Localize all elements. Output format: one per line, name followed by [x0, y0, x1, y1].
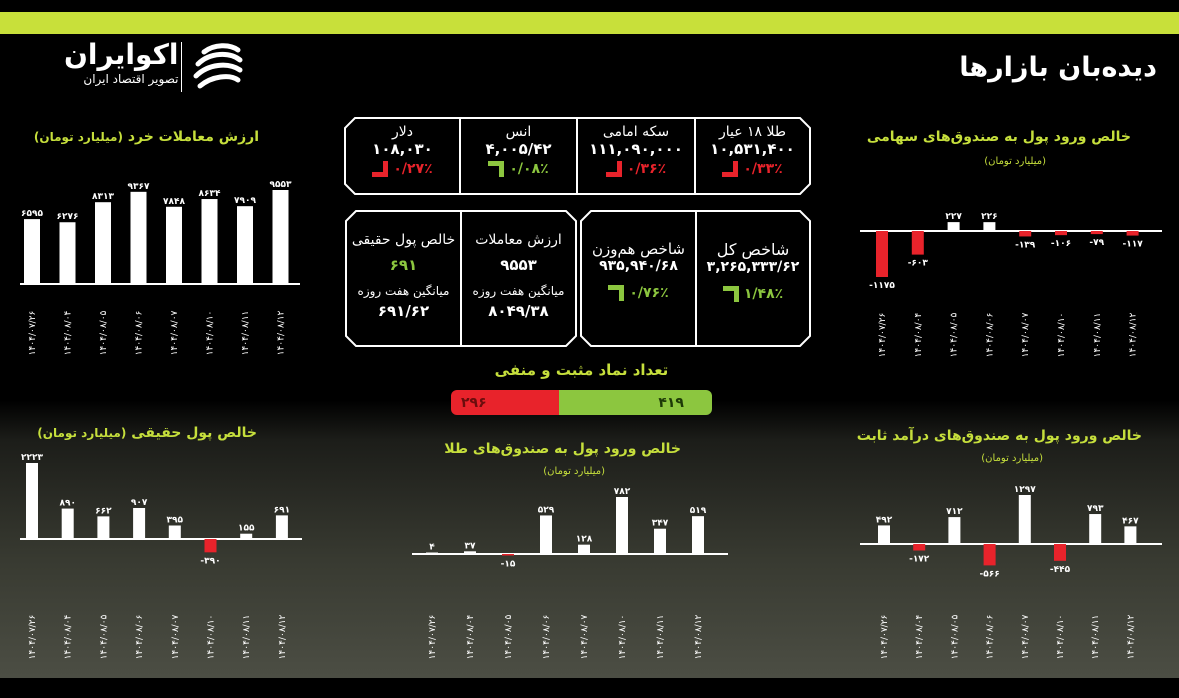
real-date-label: ۱۴۰۴/۰۸/۰۵ [99, 614, 110, 660]
price-change: ۰/۲۷٪ [393, 161, 433, 177]
retail-data-label: ۸۳۱۳ [92, 192, 114, 203]
equity-date-label: ۱۴۰۴/۰۸/۰۵ [949, 312, 960, 358]
equity-data-label: -۱۳۹ [1015, 240, 1036, 251]
gold-bar [464, 551, 476, 554]
retail-bar [166, 207, 182, 284]
fixed-data-label: ۴۹۲ [875, 515, 893, 526]
retail-date-label: ۱۴۰۴/۰۸/۰۶ [134, 310, 145, 356]
price-value: ۱۰,۵۳۱,۴۰۰ [710, 140, 795, 158]
fixed-data-label: -۴۴۵ [1049, 564, 1071, 575]
real-chart-title: خالص پول حقیقی (میلیارد تومان) [37, 425, 257, 441]
equity-bar [1019, 231, 1031, 236]
fixed-data-label: ۷۱۲ [946, 507, 963, 518]
equity-chart-title: خالص ورود پول به صندوق‌های سهامی [866, 129, 1131, 145]
gold-chart-title: خالص ورود پول به صندوق‌های طلا [444, 441, 681, 457]
real-date-label: ۱۴۰۴/۰۸/۱۰ [206, 614, 217, 660]
retail-bar [273, 190, 289, 284]
real-date-label: ۱۴۰۴/۰۷/۲۶ [28, 614, 38, 660]
index-value: ۹۳۵,۹۴۰/۶۸ [599, 258, 678, 274]
retail-bar [24, 219, 40, 284]
logo-tagline: تصویر اقتصاد ایران [83, 72, 179, 86]
equity-bar [912, 231, 924, 255]
equity-date-label: ۱۴۰۴/۰۸/۰۶ [985, 312, 996, 358]
fixed-bar [1124, 526, 1136, 544]
price-label: انس [505, 124, 532, 140]
real-date-label: ۱۴۰۴/۰۸/۰۶ [135, 614, 146, 660]
real-data-label: -۳۹۰ [200, 556, 221, 567]
retail-data-label: ۷۹۰۹ [234, 196, 256, 207]
page-title: دیده‌بان بازارها [959, 52, 1157, 83]
fixed-bar [984, 544, 996, 565]
retail-data-label: ۹۳۶۷ [127, 181, 150, 192]
gold-data-label: ۵۲۹ [537, 505, 555, 516]
real-data-label: ۶۶۲ [95, 506, 112, 517]
index-change: ۰/۷۶٪ [629, 285, 669, 301]
logo-name: اکوایران [64, 38, 179, 71]
fixed-chart-unit: (میلیارد تومان) [981, 453, 1043, 464]
retail-bar [131, 192, 147, 284]
index-label: شاخص کل [716, 240, 790, 259]
equity-date-label: ۱۴۰۴/۰۸/۰۴ [913, 312, 924, 358]
gold-bar [502, 554, 514, 556]
retail-date-label: ۱۴۰۴/۰۸/۰۴ [63, 310, 74, 356]
retail-bar [60, 222, 76, 284]
retail-bar [202, 199, 218, 284]
retail-date-label: ۱۴۰۴/۰۸/۰۵ [99, 310, 109, 356]
price-value: ۱۱۱,۰۹۰,۰۰۰ [589, 140, 683, 158]
index-value: ۳,۲۶۵,۳۳۳/۶۲ [706, 259, 800, 275]
real-bar [26, 463, 38, 539]
gold-chart-unit: (میلیارد تومان) [543, 466, 605, 477]
real-data-label: ۶۹۱ [273, 505, 291, 516]
equity-date-label: ۱۴۰۴/۰۸/۱۲ [1128, 312, 1139, 358]
gold-date-label: ۱۴۰۴/۰۸/۰۶ [542, 614, 552, 660]
real-date-label: ۱۴۰۴/۰۸/۱۱ [242, 614, 253, 660]
stat-avg-value: ۸۰۴۹/۳۸ [488, 302, 549, 320]
real-bar [205, 539, 217, 552]
fixed-data-label: -۱۷۲ [909, 554, 930, 565]
gold-date-label: ۱۴۰۴/۰۷/۲۶ [428, 614, 438, 660]
gold-bar [426, 553, 438, 555]
gold-date-label: ۱۴۰۴/۰۸/۱۱ [656, 614, 666, 660]
fixed-date-label: ۱۴۰۴/۰۸/۱۰ [1056, 614, 1066, 660]
gold-data-label: ۱۲۸ [575, 534, 593, 545]
stat-label: ارزش معاملات [475, 232, 562, 248]
retail-bar [95, 202, 111, 284]
price-label: سکه امامی [602, 124, 670, 140]
fixed-bar [878, 525, 890, 544]
equity-chart-unit: (میلیارد تومان) [984, 156, 1046, 167]
real-bar [62, 509, 74, 539]
gold-data-label: ۳۴۷ [651, 518, 669, 529]
fixed-bar [1019, 495, 1031, 544]
real-data-label: ۹۰۷ [130, 497, 148, 508]
fixed-date-label: ۱۴۰۴/۰۸/۰۵ [950, 614, 961, 660]
fixed-date-label: ۱۴۰۴/۰۸/۰۴ [915, 614, 926, 660]
gold-bar [654, 529, 666, 554]
equity-bar [1091, 231, 1103, 234]
real-data-label: ۸۹۰ [59, 498, 76, 509]
equity-data-label: ۲۲۷ [945, 212, 962, 223]
equity-data-label: -۷۹ [1089, 238, 1105, 249]
retail-data-label: ۸۶۳۴ [198, 189, 221, 200]
retail-data-label: ۹۵۵۳ [269, 180, 292, 190]
real-data-label: ۱۵۵ [237, 523, 255, 534]
retail-data-label: ۶۵۹۵ [21, 209, 43, 220]
fixed-date-label: ۱۴۰۴/۰۸/۱۱ [1091, 614, 1102, 660]
equity-data-label: -۶۰۳ [907, 258, 928, 269]
gold-data-label: ۷۸۲ [613, 487, 631, 497]
price-label: طلا ۱۸ عیار [718, 124, 787, 140]
real-data-label: ۲۲۲۳ [21, 453, 43, 463]
price-change: ۰/۳۳٪ [743, 161, 783, 177]
real-bar [97, 516, 109, 539]
breadth-title: تعداد نماد مثبت و منفی [494, 361, 669, 379]
stat-avg-value: ۶۹۱/۶۲ [377, 302, 430, 320]
gold-bar [692, 516, 704, 554]
real-data-label: ۳۹۵ [166, 515, 184, 526]
real-bar [133, 508, 145, 539]
stat-avg-label: میانگین هفت روزه [472, 284, 565, 298]
fixed-chart-title: خالص ورود پول به صندوق‌های درآمد ثابت [856, 428, 1142, 444]
fixed-bar [1089, 514, 1101, 544]
price-value: ۱۰۸,۰۳۰ [372, 140, 433, 158]
equity-date-label: ۱۴۰۴/۰۸/۱۰ [1057, 312, 1067, 358]
equity-date-label: ۱۴۰۴/۰۸/۰۷ [1021, 312, 1032, 358]
retail-date-label: ۱۴۰۴/۰۷/۲۶ [28, 310, 38, 356]
gold-date-label: ۱۴۰۴/۰۸/۱۲ [694, 614, 704, 660]
fixed-bar [1054, 544, 1066, 561]
gold-date-label: ۱۴۰۴/۰۸/۰۷ [580, 614, 590, 660]
gold-bar [540, 515, 552, 554]
retail-date-label: ۱۴۰۴/۰۸/۱۲ [276, 310, 287, 356]
retail-date-label: ۱۴۰۴/۰۸/۱۱ [241, 310, 251, 356]
fixed-data-label: ۴۶۷ [1122, 516, 1139, 527]
equity-date-label: ۱۴۰۴/۰۷/۲۶ [878, 312, 888, 358]
fixed-bar [948, 517, 960, 544]
breadth-positive-count: ۴۱۹ [658, 394, 684, 411]
gold-data-label: -۱۵ [500, 559, 516, 570]
real-bar [169, 525, 181, 539]
stat-value: ۹۵۵۳ [500, 256, 537, 274]
retail-data-label: ۶۲۷۶ [56, 212, 79, 223]
fixed-data-label: ۷۹۳ [1086, 504, 1104, 515]
price-change: ۰/۰۸٪ [509, 161, 549, 177]
fixed-data-label: ۱۲۹۷ [1013, 485, 1036, 495]
equity-data-label: ۲۲۶ [981, 212, 998, 223]
equity-data-label: -۱۱۷۵ [869, 281, 895, 291]
fixed-date-label: ۱۴۰۴/۰۷/۲۶ [880, 614, 890, 660]
price-change: ۰/۳۶٪ [626, 161, 667, 177]
equity-bar [876, 231, 888, 277]
fixed-data-label: -۵۶۶ [979, 569, 1000, 580]
retail-data-label: ۷۸۴۸ [163, 196, 185, 207]
gold-date-label: ۱۴۰۴/۰۸/۰۵ [504, 614, 514, 660]
real-date-label: ۱۴۰۴/۰۸/۰۷ [170, 614, 181, 660]
breadth-negative-count: ۲۹۶ [461, 394, 487, 411]
equity-data-label: -۱۱۷ [1122, 239, 1143, 250]
gold-data-label: ۵۱۹ [689, 506, 707, 517]
index-label: شاخص هم‌وزن [592, 240, 685, 258]
gold-date-label: ۱۴۰۴/۰۸/۰۴ [466, 614, 476, 660]
equity-bar [1055, 231, 1067, 235]
stat-label: خالص پول حقیقی [351, 232, 456, 248]
real-bar [276, 515, 288, 539]
equity-date-label: ۱۴۰۴/۰۸/۱۱ [1092, 312, 1103, 358]
gold-data-label: ۳۷ [464, 541, 476, 552]
fixed-bar [913, 544, 925, 550]
retail-date-label: ۱۴۰۴/۰۸/۰۷ [170, 310, 180, 356]
fixed-date-label: ۱۴۰۴/۰۸/۰۶ [985, 614, 996, 660]
real-date-label: ۱۴۰۴/۰۸/۱۲ [277, 614, 288, 660]
stat-avg-label: میانگین هفت روزه [357, 284, 450, 298]
equity-bar [983, 222, 995, 231]
retail-chart-title: ارزش معاملات خرد (میلیارد تومان) [33, 129, 259, 145]
index-change: ۱/۴۸٪ [743, 286, 784, 302]
gold-date-label: ۱۴۰۴/۰۸/۱۰ [618, 614, 628, 660]
equity-data-label: -۱۰۶ [1050, 239, 1072, 250]
fixed-date-label: ۱۴۰۴/۰۸/۱۲ [1126, 614, 1137, 660]
retail-date-label: ۱۴۰۴/۰۸/۱۰ [205, 310, 216, 356]
fixed-date-label: ۱۴۰۴/۰۸/۰۷ [1020, 614, 1031, 660]
gold-bar [616, 497, 628, 554]
price-value: ۴,۰۰۵/۴۲ [485, 140, 552, 158]
equity-bar [948, 222, 960, 231]
real-date-label: ۱۴۰۴/۰۸/۰۴ [63, 614, 74, 660]
stat-value: ۶۹۱ [389, 256, 418, 274]
price-label: دلار [392, 124, 413, 140]
retail-bar [237, 206, 253, 284]
gold-bar [578, 545, 590, 554]
real-bar [240, 534, 252, 539]
gold-data-label: ۴ [429, 542, 435, 553]
equity-bar [1127, 231, 1139, 236]
